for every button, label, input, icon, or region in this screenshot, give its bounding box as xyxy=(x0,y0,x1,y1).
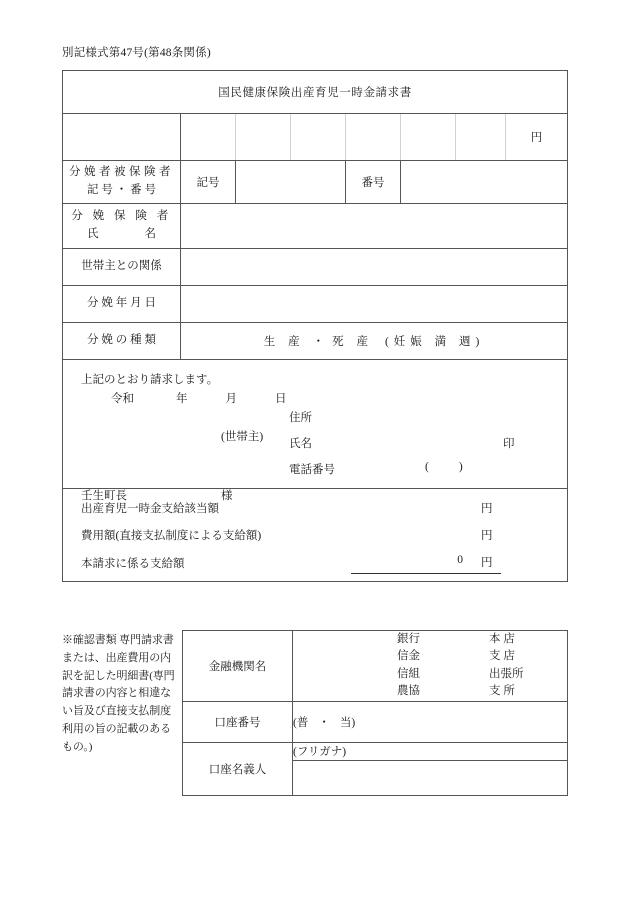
birth-date-label: 分 娩 年 月 日 xyxy=(63,286,181,323)
account-type-separator: ・ xyxy=(318,716,330,729)
era-label: 令和 xyxy=(111,393,134,405)
year-label: 年 xyxy=(176,393,188,405)
title-row xyxy=(63,71,568,114)
day-label: 日 xyxy=(275,393,287,405)
institution-type-bank[interactable]: 銀行 xyxy=(397,633,420,645)
branch-type-sub-office[interactable]: 出張所 xyxy=(489,667,524,680)
relation-input[interactable] xyxy=(181,249,568,286)
amount-blank-cell[interactable] xyxy=(63,114,181,161)
insured-symbol-number-row xyxy=(63,161,568,204)
birth-type-live-option[interactable]: 生 産 xyxy=(263,336,305,348)
account-type-checking[interactable]: 当) xyxy=(339,716,356,729)
main-form-table xyxy=(62,70,568,582)
lump-sum-eligible-label: 出産育児一時金支給該当額 xyxy=(81,503,219,515)
form-number: 別記様式第47号(第48条関係) xyxy=(62,47,211,59)
bank-account-table xyxy=(182,630,568,796)
seal-label: 印 xyxy=(503,438,515,450)
amount-digit-cell[interactable] xyxy=(181,114,236,161)
claim-payment-label: 本請求に係る支給額 xyxy=(81,558,185,570)
account-holder-input[interactable] xyxy=(293,760,568,795)
institution-type-shinkumi[interactable]: 信組 xyxy=(397,667,420,680)
paren-close: ) xyxy=(458,461,463,473)
claim-payment-underline xyxy=(351,573,501,574)
account-type-options[interactable] xyxy=(293,701,568,742)
account-holder-row xyxy=(183,742,568,760)
institution-type-column xyxy=(397,631,489,701)
amount-digits-row xyxy=(63,114,568,161)
branch-type-column xyxy=(489,631,559,701)
birth-type-options[interactable] xyxy=(181,323,568,360)
amount-digit-cell[interactable] xyxy=(456,114,506,161)
cost-amount-yen: 円 xyxy=(481,530,493,542)
relation-row xyxy=(63,249,568,286)
relation-label: 世帯主との関係 xyxy=(63,249,181,286)
telephone-parens[interactable] xyxy=(425,461,463,473)
birth-type-label: 分 娩 の 種 類 xyxy=(63,323,181,360)
claim-payment-value[interactable]: 0 xyxy=(457,554,463,566)
addressee-mayor: 壬生町長 xyxy=(81,490,127,502)
birth-type-stillbirth-option[interactable]: 死 産 xyxy=(332,336,373,348)
amounts-cell xyxy=(63,489,568,582)
gestation-weeks-field[interactable]: (妊娠 満 週) xyxy=(384,336,485,348)
number-label: 番号 xyxy=(346,161,401,204)
address-label[interactable]: 住所 xyxy=(289,412,312,424)
insurer-name-row xyxy=(63,204,568,249)
amount-digit-cell[interactable] xyxy=(291,114,346,161)
branch-type-branch[interactable]: 支 店 xyxy=(489,650,515,663)
amount-yen-label: 円 xyxy=(506,114,568,161)
financial-institution-row xyxy=(183,631,568,702)
cost-amount-label: 費用額(直接支払制度による支給額) xyxy=(81,530,262,542)
insurer-name-input[interactable] xyxy=(181,204,568,249)
claim-statement: 上記のとおり請求します。 xyxy=(81,374,219,386)
birth-date-input[interactable] xyxy=(181,286,568,323)
number-input[interactable] xyxy=(401,161,568,204)
declaration-cell xyxy=(63,360,568,502)
birth-type-row xyxy=(63,323,568,360)
applicant-name-label[interactable]: 氏名 xyxy=(289,438,312,450)
amount-digit-cell[interactable] xyxy=(346,114,401,161)
furigana-field[interactable] xyxy=(293,742,568,760)
birth-type-separator: ・ xyxy=(312,336,325,348)
amounts-block xyxy=(63,489,567,581)
symbol-label: 記号 xyxy=(181,161,236,204)
symbol-input[interactable] xyxy=(236,161,346,204)
account-number-row xyxy=(183,701,568,742)
amounts-row xyxy=(63,489,568,582)
form-title: 国民健康保険出産育児一時金請求書 xyxy=(63,71,568,114)
telephone-label[interactable]: 電話番号 xyxy=(289,464,335,476)
insurer-name-label-line1: 分 娩 保 険 者 xyxy=(71,210,172,223)
insured-symbol-number-label-line1: 分娩者被保険者 xyxy=(69,166,174,179)
branch-type-sub-branch[interactable]: 支 所 xyxy=(489,685,515,698)
insurer-name-label-line2: 氏 名 xyxy=(87,228,156,240)
branch-type-head-office[interactable]: 本 店 xyxy=(489,633,515,645)
householder-label: (世帯主) xyxy=(221,431,264,443)
account-holder-label: 口座名義人 xyxy=(183,742,293,795)
insured-symbol-number-label xyxy=(63,161,181,204)
paren-open: ( xyxy=(425,461,429,473)
financial-institution-label: 金融機関名 xyxy=(183,631,293,702)
furigana-label: (フリガナ) xyxy=(293,746,347,759)
lump-sum-eligible-yen: 円 xyxy=(481,503,493,515)
account-number-label: 口座番号 xyxy=(183,701,293,742)
insurer-name-label xyxy=(63,204,181,249)
institution-type-shinkin[interactable]: 信金 xyxy=(397,650,420,663)
addressee-honorific: 様 xyxy=(221,490,233,502)
amount-digit-cell[interactable] xyxy=(401,114,456,161)
claim-payment-yen: 円 xyxy=(481,557,493,569)
confirmation-documents-note: ※確認書類 専門請求書または、出産費用の内訳を記した明細書(専門請求書の内容と相違ない旨及び直接支払制度利用の旨の記載のあるもの。) xyxy=(62,634,175,753)
declaration-row xyxy=(63,360,568,489)
amount-digit-cell[interactable] xyxy=(236,114,291,161)
declaration-date-line[interactable] xyxy=(111,390,287,406)
insured-symbol-number-label-line2: 記 号 ・ 番 号 xyxy=(87,184,156,196)
declaration-block xyxy=(63,360,567,502)
account-type-ordinary[interactable]: (普 xyxy=(293,716,309,729)
birth-date-row xyxy=(63,286,568,323)
financial-institution-options[interactable] xyxy=(293,631,568,702)
institution-type-nokyo[interactable]: 農協 xyxy=(397,685,420,698)
month-label: 月 xyxy=(225,393,237,405)
institution-options-wrap xyxy=(293,631,567,701)
